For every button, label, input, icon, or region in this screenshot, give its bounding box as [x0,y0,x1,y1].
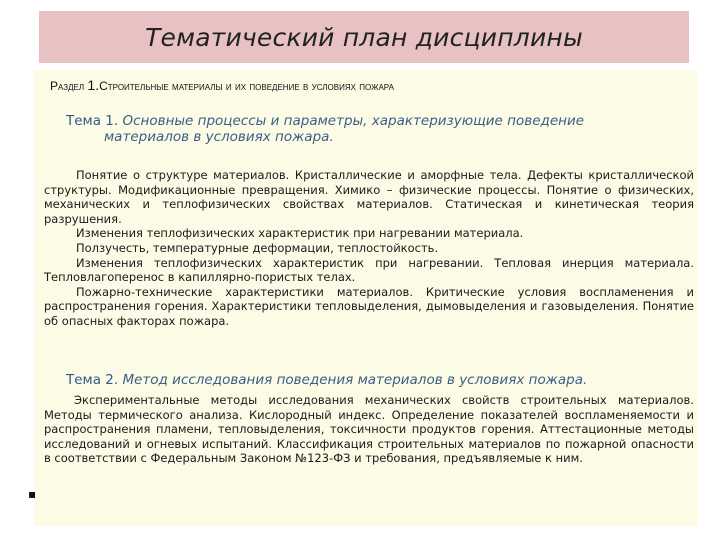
section-text: Строительные материалы и их поведение в условиях пожара [99,79,394,93]
section-prefix: Раздел [50,79,88,93]
paragraph: Пожарно-технические характеристики материалов. Критические условия воспламенения и распространения горения. Характеристики тепловыделения, дымовыделения и газовыделения. Понятие об опасных факторах пожара. [44,284,694,328]
paragraph: Изменения теплофизических характеристик при нагревании. Тепловая инерция материала. Тепловлагоперенос в капиллярно-пористых телах. [44,255,694,285]
topic-1-line2: материалов в условиях пожара. [104,129,334,145]
topic-1-label: Тема 1. [66,113,119,129]
paragraph: Экспериментальные методы исследования механических свойств строительных материалов. Методы термического анализа. Кислородный индекс. Определение показателей воспламеняемости и распространения пламени, тепловыделения, токсичности продуктов горения. Аттестационные методы исследований и огневых испытаний. Классификация строительных материалов по пожарной опасности в соответствии с Федеральным Законом №123-ФЗ и требования, предъявляемые к ним. [44,393,694,466]
topic-2-text: Метод исследования поведения материалов в условиях пожара. [118,372,588,388]
paragraph: Изменения теплофизических характеристик при нагревании материала. [76,226,524,241]
section-number: 1. [87,77,100,93]
topic-2-body [44,393,694,466]
title-banner [39,11,689,63]
topic-1-heading [66,113,666,145]
topic-1-line1: Основные процессы и параметры, характеризующие поведение [118,113,585,129]
paragraph: Ползучесть, температурные деформации, теплостойкость. [76,240,439,255]
section-heading [50,77,394,93]
topic-2-heading [66,372,587,388]
paragraph: Понятие о структуре материалов. Кристаллические и аморфные тела. Дефекты кристаллической структуры. Модификационные превращения. Химико – физические процессы. Понятие о физических, механических и теплофизических свойствах материалов. Статическая и кинетическая теория разрушения. [44,168,694,226]
page-title: Тематический план дисциплины [145,22,583,52]
topic-1-body [44,168,694,329]
topic-2-label: Тема 2. [66,372,119,388]
bullet-marker: ▪ [28,487,37,501]
